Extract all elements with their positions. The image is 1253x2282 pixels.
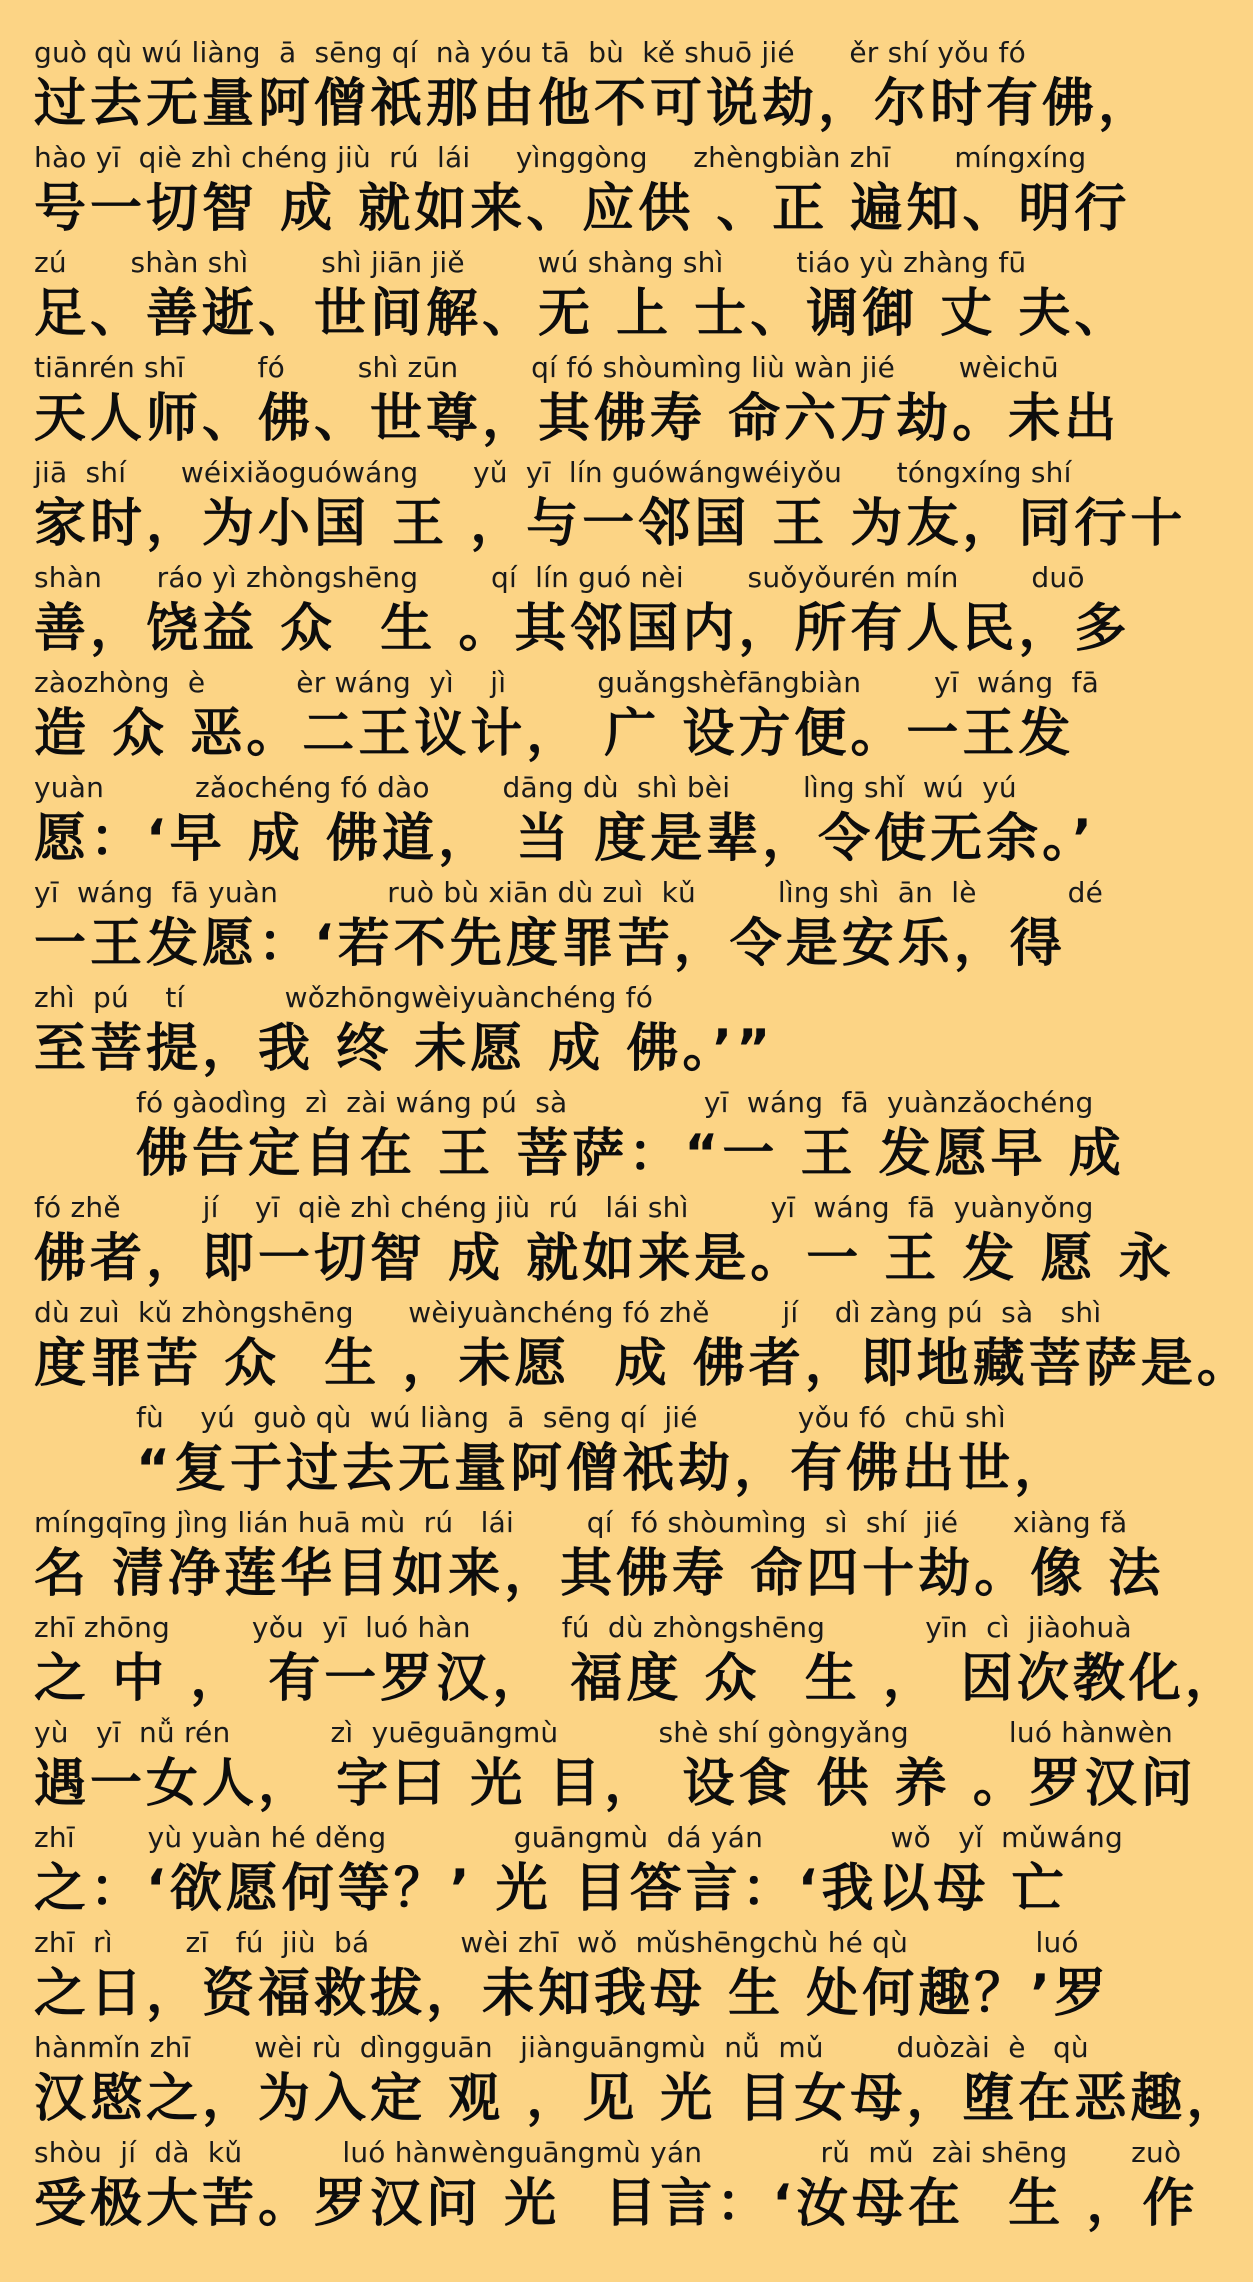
text-line — [28, 244, 1131, 349]
text-line — [28, 349, 1121, 454]
pinyin-annotation: hào yī qiè zhì chéng jiù rú lái yìnggòng zhèngbiàn zhī míngxíng — [34, 141, 1087, 174]
text-line — [28, 769, 1096, 874]
pinyin-annotation: yù yī nǚ rén zì yuēguāngmù shè shí gòngyǎng luó hànwèn — [34, 1716, 1174, 1749]
chinese-text: 佛者，即一切智 成 就如来是。一 王 发 愿 永 — [34, 1229, 1175, 1289]
chinese-text: 度罪苦 众 生 ，未愿 成 佛者，即地藏菩萨是。 — [34, 1334, 1253, 1394]
text-line — [28, 34, 1155, 139]
pinyin-annotation: yī wáng fā yuàn ruò bù xiān dù zuì kǔ lìng shì ān lè dé — [34, 876, 1104, 909]
pinyin-annotation: shòu jí dà kǔ luó hànwènguāngmù yán rǔ mǔ zài shēng zuò — [34, 2136, 1182, 2169]
chinese-text: 足、善逝、世间解、无 上 士、调御 丈 夫、 — [34, 284, 1131, 344]
chinese-text: 善，饶益 众 生 。其邻国内，所有人民，多 — [34, 599, 1131, 659]
text-line — [28, 1819, 1123, 1924]
text-line — [28, 2134, 1199, 2239]
text-line — [28, 979, 1052, 1084]
pinyin-annotation: guò qù wú liàng ā sēng qí nà yóu tā bù kě shuō jié ěr shí yǒu fó — [34, 36, 1026, 69]
chinese-text: 愿：‘早 成 佛道， 当 度是辈，令使无余。’ — [34, 809, 1096, 869]
chinese-text: 至菩提，我 终 未愿 成 佛。’” — [34, 1019, 775, 1079]
text-line — [28, 1924, 1110, 2029]
chinese-text: 佛告定自在 王 菩萨：“一 王 发愿早 成 — [136, 1124, 1125, 1184]
chinese-text: 一王发愿：‘若不先度罪苦，令是安乐，得 — [34, 914, 1066, 974]
pinyin-annotation: tiānrén shī fó shì zūn qí fó shòumìng liù wàn jié wèichū — [34, 351, 1059, 384]
chinese-text: 之：‘欲愿何等？’ 光 目答言：‘我以母 亡 — [34, 1859, 1068, 1919]
pinyin-annotation: míngqīng jìng lián huā mù rú lái qí fó shòumìng sì shí jié xiàng fǎ — [34, 1506, 1128, 1539]
pinyin-annotation: zú shàn shì shì jiān jiě wú shàng shì tiáo yù zhàng fū — [34, 246, 1027, 279]
chinese-text: 之日，资福救拔，未知我母 生 处何趣？’罗 — [34, 1964, 1110, 2024]
chinese-text: “复于过去无量阿僧祇劫，有佛出世， — [136, 1439, 1071, 1499]
chinese-text: 之 中 ， 有一罗汉， 福度 众 生 ， 因次教化， — [34, 1649, 1241, 1709]
pinyin-annotation: shàn ráo yì zhòngshēng qí lín guó nèi suǒyǒurén mín duō — [34, 561, 1085, 594]
chinese-text: 遇一女人， 字曰 光 目， 设食 供 养 。罗汉问 — [34, 1754, 1197, 1814]
chinese-text: 造 众 恶。二王议计， 广 设方便。一王发 — [34, 704, 1075, 764]
pinyin-annotation: fó gàodìng zì zài wáng pú sà yī wáng fā yuànzǎochéng — [136, 1086, 1094, 1119]
text-line — [28, 559, 1131, 664]
chinese-text: 汉愍之，为入定 观 ，见 光 目女母，堕在恶趣， — [34, 2069, 1243, 2129]
chinese-text: 受极大苦。罗汉问 光 目言：‘汝母在 生 ，作 — [34, 2174, 1199, 2234]
chinese-text: 过去无量阿僧祇那由他不可说劫，尔时有佛， — [34, 74, 1155, 134]
text-line — [28, 1084, 1125, 1189]
text-line — [28, 1609, 1241, 1714]
chinese-text: 号一切智 成 就如来、应供 、正 遍知、明行 — [34, 179, 1131, 239]
text-line — [28, 1189, 1175, 1294]
text-line — [28, 1399, 1071, 1504]
pinyin-annotation: fó zhě jí yī qiè zhì chéng jiù rú lái shì yī wáng fā yuànyǒng — [34, 1191, 1094, 1224]
chinese-text: 天人师、佛、世尊，其佛寿 命六万劫。未出 — [34, 389, 1121, 449]
chinese-text: 家时，为小国 王 ，与一邻国 王 为友，同行十 — [34, 494, 1187, 554]
chinese-text: 名 清净莲华目如来，其佛寿 命四十劫。像 法 — [34, 1544, 1165, 1604]
text-line — [28, 139, 1131, 244]
pinyin-annotation: zhī rì zī fú jiù bá wèi zhī wǒ mǔshēngchù hé qù luó — [34, 1926, 1079, 1959]
text-line — [28, 454, 1187, 559]
text-line — [28, 2029, 1243, 2134]
text-line — [28, 1504, 1165, 1609]
pinyin-annotation: zhī zhōng yǒu yī luó hàn fú dù zhòngshēng yīn cì jiàohuà — [34, 1611, 1132, 1644]
pinyin-annotation: zàozhòng è èr wáng yì jì guǎngshèfāngbiàn yī wáng fā — [34, 666, 1099, 699]
pinyin-annotation: zhì pú tí wǒzhōngwèiyuànchéng fó — [34, 981, 654, 1014]
pinyin-annotation: jiā shí wéixiǎoguówáng yǔ yī lín guówángwéiyǒu tóngxíng shí — [34, 456, 1072, 489]
pinyin-annotation: zhī yù yuàn hé děng guāngmù dá yán wǒ yǐ mǔwáng — [34, 1821, 1123, 1854]
text-line — [28, 874, 1104, 979]
pinyin-annotation: yuàn zǎochéng fó dào dāng dù shì bèi lìng shǐ wú yú — [34, 771, 1017, 804]
pinyin-annotation: hànmǐn zhī wèi rù dìngguān jiànguāngmù nǚ mǔ duòzài è qù — [34, 2031, 1089, 2064]
pinyin-annotation: dù zuì kǔ zhòngshēng wèiyuànchéng fó zhě jí dì zàng pú sà shì — [34, 1296, 1102, 1329]
pinyin-annotation: fù yú guò qù wú liàng ā sēng qí jié yǒu fó chū shì — [136, 1401, 1006, 1434]
text-line — [28, 1714, 1197, 1819]
text-line — [28, 1294, 1253, 1399]
text-line — [28, 664, 1099, 769]
